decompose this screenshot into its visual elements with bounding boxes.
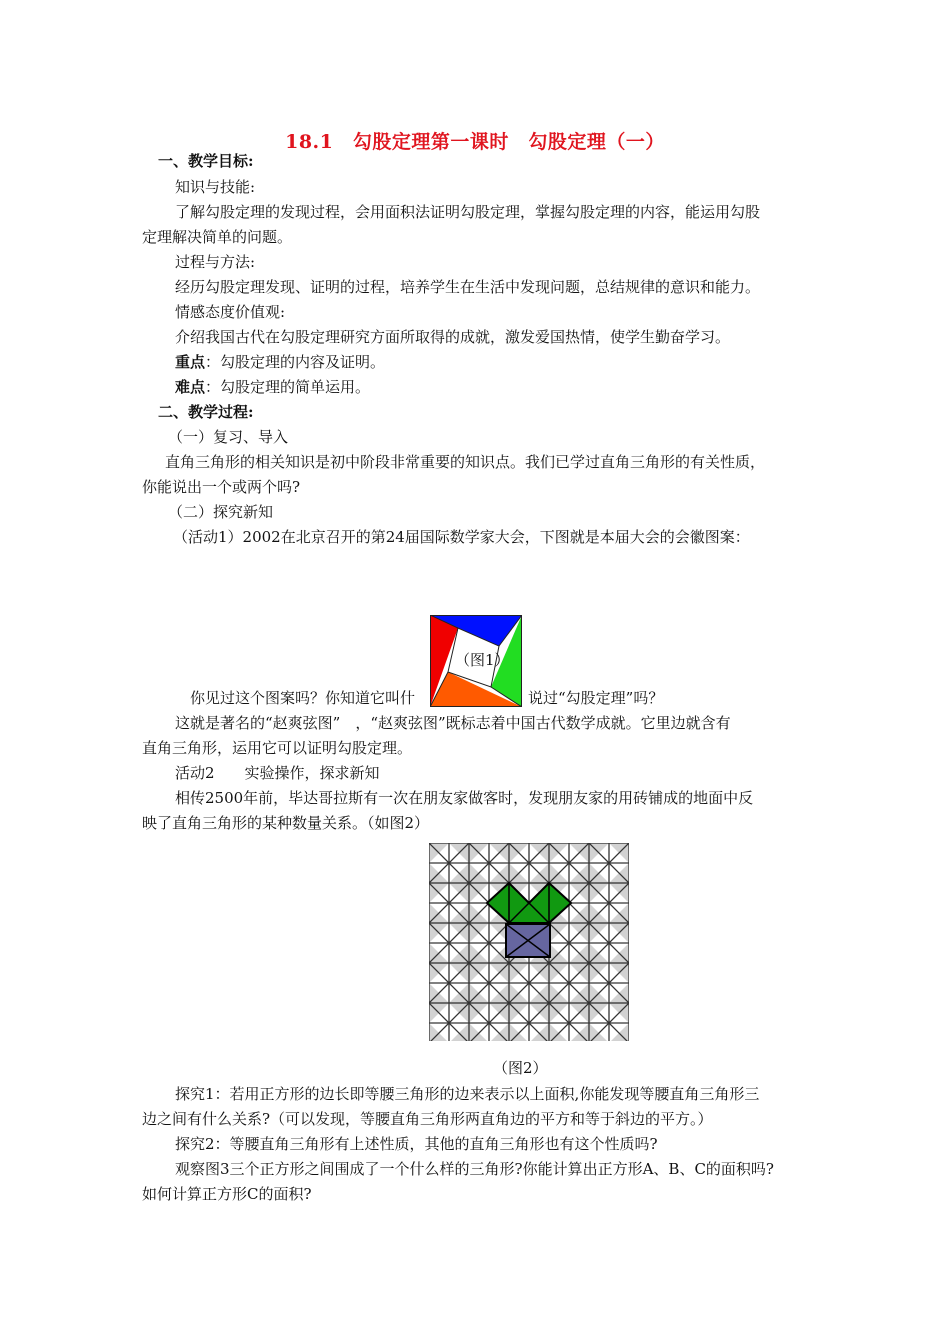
review-label: （一）复习、导入 — [168, 428, 289, 446]
emotion-label: 情感态度价值观: — [175, 303, 286, 321]
inquiry1-text-1: 探究1：若用正方形的边长即等腰三角形的边来表示以上面积,你能发现等腰直角三角形三 — [175, 1085, 760, 1103]
page-title: 18.1 勾股定理第一课时 勾股定理（一） — [285, 131, 665, 153]
question-text-left: 你见过这个图案吗？你知道它叫什 — [190, 689, 416, 707]
inquiry1-text-2: 边之间有什么关系?（可以发现，等腰直角三角形两直角边的平方和等于斜边的平方。） — [142, 1110, 713, 1128]
knowledge-label: 知识与技能: — [175, 178, 256, 196]
review-text-2: 你能说出一个或两个吗? — [142, 478, 301, 496]
knowledge-text-2: 定理解决简单的问题。 — [142, 228, 293, 246]
process-text: 经历勾股定理发现、证明的过程，培养学生在生活中发现问题，总结规律的意识和能力。 — [175, 278, 761, 296]
question-text-right: 说过“勾股定理”吗？ — [528, 689, 664, 707]
observe-text-2: 如何计算正方形C的面积? — [142, 1185, 312, 1203]
observe-text-1: 观察图3三个正方形之间围成了一个什么样的三角形?你能计算出正方形A、B、C的面积吗? — [175, 1160, 774, 1178]
difficulty-point — [175, 377, 370, 397]
review-text-1: 直角三角形的相关知识是初中阶段非常重要的知识点。我们已学过直角三角形的有关性质， — [165, 453, 766, 471]
key-point — [175, 352, 385, 372]
knowledge-text-1: 了解勾股定理的发现过程，会用面积法证明勾股定理，掌握勾股定理的内容，能运用勾股 — [175, 203, 761, 221]
emotion-text: 介绍我国古代在勾股定理研究方面所取得的成就，激发爱国热情，使学生勤奋学习。 — [175, 328, 731, 346]
activity1-text: （活动1）2002在北京召开的第24届国际数学家大会，下图就是本届大会的会徽图案： — [173, 528, 750, 546]
story-text-1: 相传2500年前，毕达哥拉斯有一次在朋友家做客时，发现朋友家的用砖铺成的地面中反 — [175, 789, 754, 807]
fig1-caption: （图1） — [455, 651, 510, 669]
section2-heading: 二、教学过程: — [158, 403, 254, 421]
section1-heading: 一、教学目标: — [158, 152, 254, 170]
zhao-text-1: 这就是著名的“赵爽弦图” ，“赵爽弦图”既标志着中国古代数学成就。它里边就含有 — [175, 714, 731, 732]
difficulty-text: ：勾股定理的简单运用。 — [205, 378, 371, 396]
key-text: ：勾股定理的内容及证明。 — [205, 353, 386, 371]
process-label: 过程与方法: — [175, 253, 256, 271]
inquiry2-text: 探究2：等腰直角三角形有上述性质，其他的直角三角形也有这个性质吗? — [175, 1135, 658, 1153]
fig2-caption: （图2） — [493, 1059, 548, 1077]
key-label: 重点 — [175, 353, 206, 371]
story-text-2: 映了直角三角形的某种数量关系。（如图2） — [142, 814, 430, 832]
zhao-text-2: 直角三角形，运用它可以证明勾股定理。 — [142, 739, 413, 757]
explore-label: （二）探究新知 — [168, 503, 274, 521]
difficulty-label: 难点 — [175, 378, 206, 396]
floor-tile-figure — [428, 842, 630, 1042]
activity2-text: 活动2 实验操作，探求新知 — [175, 764, 380, 782]
